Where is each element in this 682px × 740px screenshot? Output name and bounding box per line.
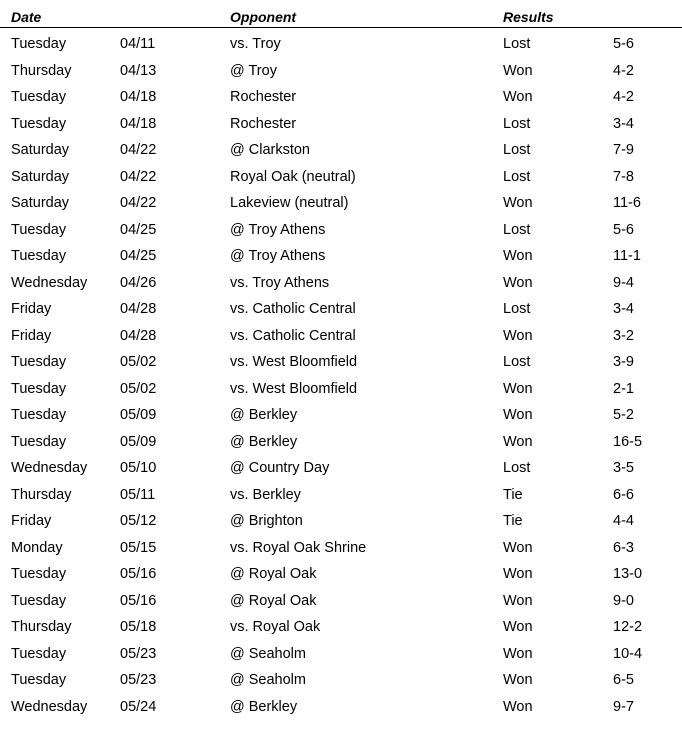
- table-row: [0, 667, 682, 694]
- game-date: 04/25: [120, 248, 157, 264]
- game-date: 05/24: [120, 698, 157, 715]
- game-day: Tuesday: [11, 672, 67, 688]
- game-date: 05/11: [120, 486, 156, 503]
- game-result: Won: [503, 327, 533, 344]
- table-row: [0, 614, 682, 641]
- game-opponent: @ Royal Oak: [230, 566, 317, 582]
- game-date: 05/12: [120, 513, 157, 529]
- game-score: 4-4: [613, 513, 634, 529]
- game-result: Won: [503, 248, 533, 264]
- game-score: 5-2: [613, 407, 634, 423]
- game-score: 6-6: [613, 486, 634, 503]
- game-score: 9-0: [613, 592, 634, 609]
- table-row: [0, 84, 682, 111]
- game-score: 12-2: [613, 619, 643, 635]
- table-row: [0, 111, 682, 138]
- table-row: [0, 349, 682, 376]
- game-day: Tuesday: [11, 354, 67, 370]
- game-day: Thursday: [11, 619, 72, 635]
- game-opponent: Royal Oak (neutral): [230, 168, 356, 185]
- game-day: Monday: [11, 539, 63, 556]
- table-row: [0, 429, 682, 456]
- game-date: 05/15: [120, 539, 157, 556]
- table-row: [0, 455, 682, 482]
- game-date: 04/13: [120, 62, 157, 79]
- game-opponent: @ Troy: [230, 62, 277, 79]
- game-day: Tuesday: [11, 592, 67, 609]
- game-date: 05/02: [120, 354, 157, 370]
- game-day: Saturday: [11, 195, 70, 211]
- game-day: Tuesday: [11, 566, 67, 582]
- game-date: 04/22: [120, 168, 157, 185]
- game-opponent: vs. Catholic Central: [230, 301, 356, 317]
- table-row: [0, 482, 682, 509]
- game-score: 11-1: [613, 248, 641, 264]
- header-results: Results: [503, 9, 554, 25]
- game-day: Friday: [11, 327, 52, 344]
- game-score: 4-2: [613, 62, 634, 79]
- game-score: 6-3: [613, 539, 634, 556]
- game-score: 3-9: [613, 354, 634, 370]
- game-day: Wednesday: [11, 274, 88, 291]
- game-date: 04/22: [120, 195, 157, 211]
- game-date: 05/02: [120, 380, 157, 397]
- game-date: 05/18: [120, 619, 157, 635]
- game-opponent: vs. Troy Athens: [230, 274, 330, 291]
- game-opponent: @ Berkley: [230, 433, 298, 450]
- game-date: 04/25: [120, 221, 157, 238]
- game-date: 04/26: [120, 274, 157, 291]
- game-score: 5-6: [613, 36, 634, 52]
- game-opponent: vs. Royal Oak Shrine: [230, 539, 367, 556]
- game-date: 05/16: [120, 592, 157, 609]
- game-score: 4-2: [613, 89, 634, 105]
- table-row: [0, 508, 682, 535]
- game-opponent: vs. Berkley: [230, 486, 301, 503]
- game-opponent: vs. Catholic Central: [230, 327, 356, 344]
- game-opponent: @ Berkley: [230, 698, 298, 715]
- game-result: Won: [503, 89, 533, 105]
- game-opponent: @ Troy Athens: [230, 248, 326, 264]
- game-opponent: vs. Royal Oak: [230, 619, 321, 635]
- game-opponent: @ Brighton: [230, 513, 303, 529]
- game-score: 2-1: [613, 380, 634, 397]
- game-date: 05/09: [120, 407, 157, 423]
- table-row: [0, 376, 682, 403]
- game-day: Tuesday: [11, 89, 67, 105]
- game-result: Won: [503, 539, 533, 556]
- game-result: Lost: [503, 354, 531, 370]
- game-score: 16-5: [613, 433, 643, 450]
- game-result: Won: [503, 407, 533, 423]
- header-opponent: Opponent: [230, 9, 297, 25]
- game-result: Won: [503, 645, 533, 662]
- game-result: Lost: [503, 142, 531, 158]
- table-row: [0, 58, 682, 85]
- table-row: [0, 296, 682, 323]
- game-opponent: Rochester: [230, 115, 297, 132]
- table-row: [0, 641, 682, 668]
- table-row: [0, 270, 682, 297]
- game-result: Won: [503, 566, 533, 582]
- game-score: 3-2: [613, 327, 634, 344]
- table-row: [0, 31, 682, 58]
- game-date: 05/23: [120, 672, 157, 688]
- game-day: Friday: [11, 513, 52, 529]
- game-result: Lost: [503, 36, 531, 52]
- game-opponent: @ Clarkston: [230, 142, 310, 158]
- game-result: Lost: [503, 460, 531, 476]
- game-score: 13-0: [613, 566, 643, 582]
- game-result: Lost: [503, 301, 531, 317]
- table-row: [0, 694, 682, 721]
- game-result: Lost: [503, 221, 531, 238]
- table-row: [0, 323, 682, 350]
- game-score: 3-4: [613, 115, 634, 132]
- table-header: [0, 0, 682, 28]
- game-result: Won: [503, 592, 533, 609]
- table-row: [0, 164, 682, 191]
- game-day: Saturday: [11, 142, 70, 158]
- table-row: [0, 561, 682, 588]
- game-date: 05/09: [120, 433, 157, 450]
- game-date: 04/28: [120, 301, 157, 317]
- game-result: Won: [503, 672, 533, 688]
- game-date: 04/22: [120, 142, 157, 158]
- game-day: Thursday: [11, 486, 72, 503]
- game-result: Tie: [503, 513, 523, 529]
- game-date: 04/11: [120, 36, 156, 52]
- game-opponent: vs. West Bloomfield: [230, 380, 358, 397]
- game-score: 7-9: [613, 142, 634, 158]
- game-score: 6-5: [613, 672, 634, 688]
- game-opponent: Lakeview (neutral): [230, 195, 349, 211]
- game-opponent: @ Seaholm: [230, 645, 306, 662]
- game-day: Tuesday: [11, 248, 67, 264]
- game-opponent: Rochester: [230, 89, 297, 105]
- game-result: Won: [503, 274, 533, 291]
- game-date: 04/18: [120, 115, 157, 132]
- game-day: Tuesday: [11, 645, 67, 662]
- game-day: Tuesday: [11, 380, 67, 397]
- game-day: Thursday: [11, 62, 72, 79]
- game-result: Won: [503, 62, 533, 79]
- header-date: Date: [11, 9, 42, 25]
- game-opponent: @ Country Day: [230, 460, 330, 476]
- game-score: 10-4: [613, 645, 643, 662]
- table-row: [0, 402, 682, 429]
- game-result: Lost: [503, 168, 531, 185]
- game-day: Saturday: [11, 168, 70, 185]
- game-result: Lost: [503, 115, 531, 132]
- game-score: 3-4: [613, 301, 634, 317]
- game-day: Tuesday: [11, 115, 67, 132]
- game-opponent: vs. Troy: [230, 36, 281, 52]
- game-result: Won: [503, 433, 533, 450]
- table-row: [0, 588, 682, 615]
- game-score: 3-5: [613, 460, 634, 476]
- game-score: 7-8: [613, 168, 634, 185]
- game-result: Won: [503, 195, 533, 211]
- game-opponent: @ Berkley: [230, 407, 298, 423]
- game-day: Tuesday: [11, 433, 67, 450]
- table-row: [0, 190, 682, 217]
- game-result: Won: [503, 380, 533, 397]
- table-row: [0, 217, 682, 244]
- game-opponent: @ Troy Athens: [230, 221, 326, 238]
- game-day: Friday: [11, 301, 52, 317]
- game-result: Tie: [503, 486, 523, 503]
- game-date: 05/16: [120, 566, 157, 582]
- game-score: 11-6: [613, 195, 641, 211]
- game-opponent: vs. West Bloomfield: [230, 354, 358, 370]
- table-row: [0, 243, 682, 270]
- game-day: Wednesday: [11, 698, 88, 715]
- game-result: Won: [503, 698, 533, 715]
- game-date: 05/23: [120, 645, 157, 662]
- table-row: [0, 535, 682, 562]
- game-opponent: @ Seaholm: [230, 672, 306, 688]
- game-day: Wednesday: [11, 460, 88, 476]
- game-opponent: @ Royal Oak: [230, 592, 317, 609]
- game-day: Tuesday: [11, 221, 67, 238]
- game-date: 05/10: [120, 460, 157, 476]
- game-date: 04/28: [120, 327, 157, 344]
- game-score: 9-7: [613, 698, 634, 715]
- game-day: Tuesday: [11, 36, 67, 52]
- game-date: 04/18: [120, 89, 157, 105]
- game-day: Tuesday: [11, 407, 67, 423]
- games-list: [0, 31, 682, 720]
- game-result: Won: [503, 619, 533, 635]
- game-score: 9-4: [613, 274, 634, 291]
- table-row: [0, 137, 682, 164]
- game-score: 5-6: [613, 221, 634, 238]
